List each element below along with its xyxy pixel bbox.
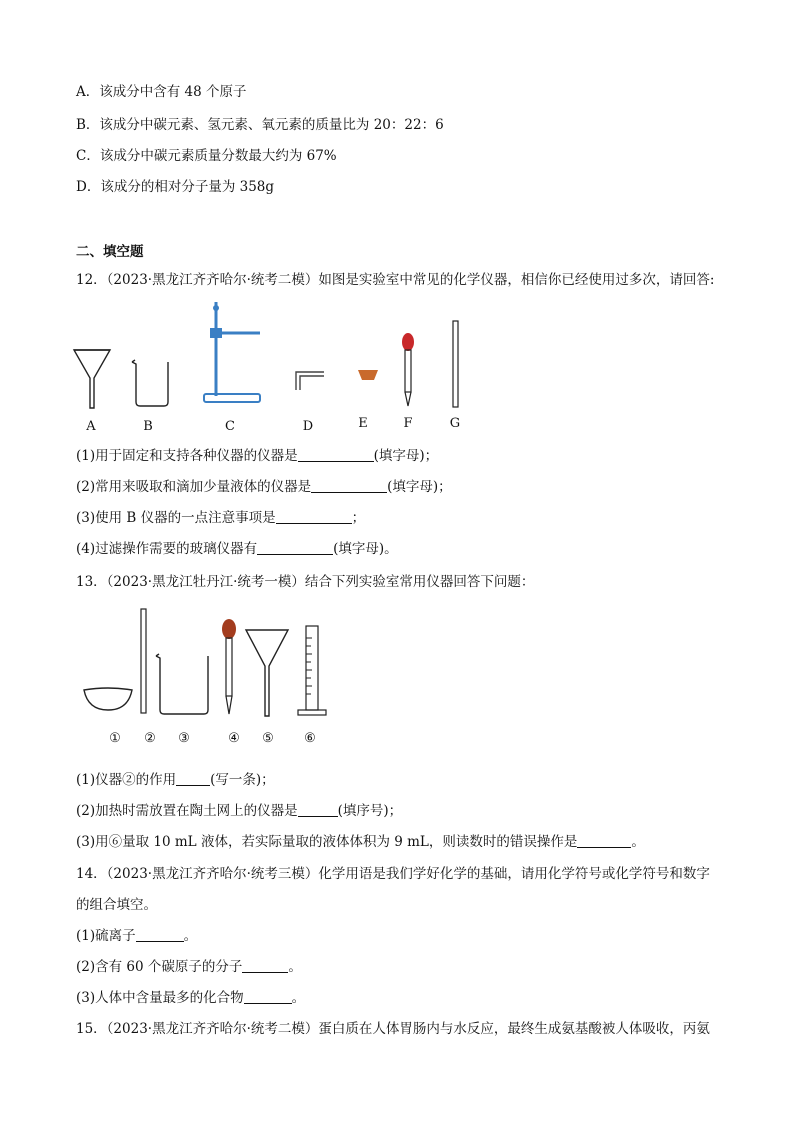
label-e: E [358,416,368,431]
label-6: ⑥ [304,731,316,746]
q14-stem-line1: 14．（2023·黑龙江齐齐哈尔·统考三模）化学用语是我们学好化学的基础，请用化学符号或化学符号和数字 [76,866,710,882]
funnel-icon [244,626,290,718]
q12-blank-4[interactable] [257,540,333,555]
q12-sub2: (2)常用来吸取和滴加少量液体的仪器是 (填字母)； [76,479,452,495]
option-d: D．该成分的相对分子量为 358g [76,179,275,195]
funnel-icon [72,340,112,410]
q14-blank-2[interactable] [242,958,288,973]
label-d: D [302,419,314,434]
graduated-cylinder-icon [296,624,330,716]
q13-blank-3[interactable] [577,833,631,848]
q14-sub1: (1)硫离子 。 [76,928,198,944]
option-b: B．该成分中碳元素、氢元素、氧元素的质量比为 20：22：6 [76,117,444,133]
option-c: C．该成分中碳元素质量分数最大约为 67% [76,148,337,164]
rubber-stopper-icon [356,368,380,382]
option-a: A．该成分中含有 48 个原子 [76,84,247,100]
q14-stem-line2: 的组合填空。 [76,897,157,913]
dropper-icon [219,618,239,718]
iron-stand-icon [200,298,270,408]
q13-blank-2[interactable] [298,802,338,817]
q13-stem: 13．（2023·黑龙江牡丹江·统考一模）结合下列实验室常用仪器回答下问题： [76,574,535,590]
evaporating-dish-icon [82,684,134,714]
label-f: F [403,416,413,431]
q12-sub3: (3)使用 B 仪器的一点注意事项是 ； [76,510,366,526]
q12-sub4: (4)过滤操作需要的玻璃仪器有 (填字母)。 [76,541,398,557]
q12-blank-3[interactable] [276,509,352,524]
q14-blank-1[interactable] [136,927,184,942]
glass-rod-icon [140,608,148,716]
q12-sub1: (1)用于固定和支持各种仪器的仪器是 (填字母)； [76,448,439,464]
q12-stem: 12．（2023·黑龙江齐齐哈尔·统考二模）如图是实验室中常见的化学仪器，相信你已经使用过多次，请回答: [76,272,715,288]
label-4: ④ [228,731,240,746]
dropper-icon [398,332,418,408]
q14-blank-3[interactable] [244,989,292,1004]
q13-sub2: (2)加热时需放置在陶土网上的仪器是 (填序号)； [76,803,403,819]
q15-stem: 15．（2023·黑龙江齐齐哈尔·统考二模）蛋白质在人体胃肠内与水反应，最终生成氨基酸被人体吸收，丙氨 [76,1021,710,1037]
beaker-icon [154,652,214,716]
label-1: ① [109,731,121,746]
label-c: C [225,419,235,434]
q14-sub3: (3)人体中含量最多的化合物 。 [76,990,306,1006]
label-g: G [449,416,461,431]
label-a: A [86,419,96,434]
q13-blank-1[interactable] [176,771,210,786]
beaker-icon [130,358,174,408]
q12-blank-1[interactable] [298,447,374,462]
glass-rod-icon [452,320,460,410]
section-title: 二、填空题 [76,244,144,260]
label-b: B [143,419,153,434]
label-5: ⑤ [262,731,274,746]
label-3: ③ [178,731,190,746]
q13-sub1: (1)仪器②的作用 (写一条)； [76,772,275,788]
q14-sub2: (2)含有 60 个碳原子的分子 。 [76,959,302,975]
q12-blank-2[interactable] [311,478,387,493]
bent-tube-icon [290,366,330,396]
q13-sub3: (3)用⑥量取 10 mL 液体，若实际量取的液体体积为 9 mL，则读数时的错误操作是 。 [76,834,645,850]
label-2: ② [144,731,156,746]
